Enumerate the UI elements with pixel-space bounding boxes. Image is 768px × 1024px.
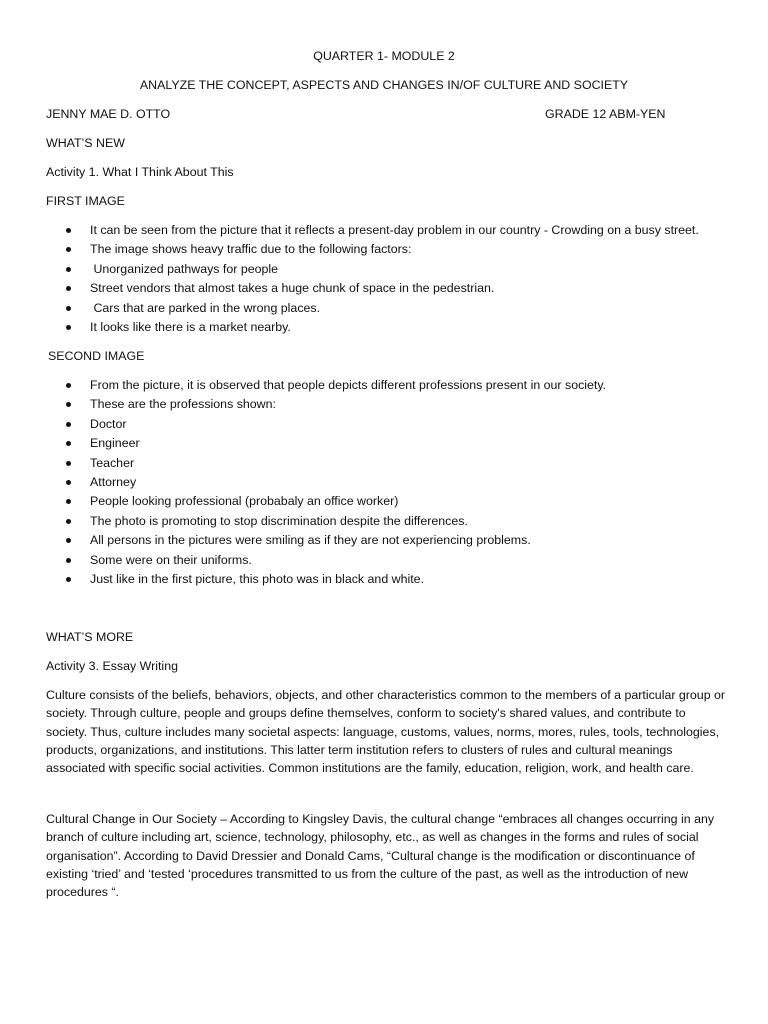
activity-3-title: Activity 3. Essay Writing [46, 659, 178, 673]
list-item: Some were on their uniforms. [64, 552, 606, 571]
whats-new-heading: WHAT’S NEW [46, 136, 125, 150]
list-item: Cars that are parked in the wrong places. [64, 300, 699, 319]
student-name: JENNY MAE D. OTTO [46, 107, 171, 121]
list-item: From the picture, it is observed that people depicts different professions present in our society. [64, 377, 606, 396]
list-item: People looking professional (probabaly an office worker) [64, 493, 606, 512]
list-item: Engineer [64, 435, 606, 454]
list-item: Attorney [64, 474, 606, 493]
list-item: Just like in the first picture, this photo was in black and white. [64, 571, 606, 590]
topic-title: ANALYZE THE CONCEPT, ASPECTS AND CHANGES IN/OF CULTURE AND SOCIETY [139, 78, 629, 92]
module-title: QUARTER 1- MODULE 2 [313, 49, 455, 63]
list-item: Unorganized pathways for people [64, 261, 699, 280]
list-item: All persons in the pictures were smiling as if they are not experiencing problems. [64, 532, 606, 551]
list-item: Street vendors that almost takes a huge chunk of space in the pedestrian. [64, 280, 699, 299]
essay-paragraph-cultural-change: Cultural Change in Our Society – According to Kingsley Davis, the cultural change “embraces all changes occurring in any branch of culture including art, science, technology, philosophy, etc., as well as changes in the forms and rules of social organisation”. According to David Dressier and Donald Cams, “Cultural change is the modification or discontinuance of existing ‘tried’ and ‘tested ‘procedures transmitted to us from the culture of the past, as well as the introduction of new procedures “. [46, 812, 715, 900]
list-item: It looks like there is a market nearby. [64, 319, 699, 338]
activity-1-title: Activity 1. What I Think About This [46, 165, 234, 179]
list-item: The image shows heavy traffic due to the following factors: [64, 241, 699, 260]
second-image-heading: SECOND IMAGE [48, 349, 145, 363]
first-image-heading: FIRST IMAGE [46, 194, 125, 208]
first-image-bullets [64, 222, 699, 338]
list-item: The photo is promoting to stop discrimination despite the differences. [64, 513, 606, 532]
list-item: Doctor [64, 416, 606, 435]
grade-section: GRADE 12 ABM-YEN [545, 107, 666, 121]
list-item: It can be seen from the picture that it reflects a present-day problem in our country - Crowding on a busy street. [64, 222, 699, 241]
list-item: These are the professions shown: [64, 396, 606, 415]
essay-paragraph-culture: Culture consists of the beliefs, behaviors, objects, and other characteristics common to the members of a particular group or society. Through culture, people and groups define themselves, conform to society's shared values, and contribute to society. Thus, culture includes many societal aspects: language, customs, values, norms, mores, rules, tools, technologies, products, organizations, and institutions. This latter term institution refers to clusters of rules and cultural meanings associated with specific social activities. Common institutions are the family, education, religion, work, and health care. [46, 688, 726, 776]
whats-more-heading: WHAT’S MORE [46, 630, 134, 644]
second-image-bullets [64, 377, 606, 590]
list-item: Teacher [64, 455, 606, 474]
